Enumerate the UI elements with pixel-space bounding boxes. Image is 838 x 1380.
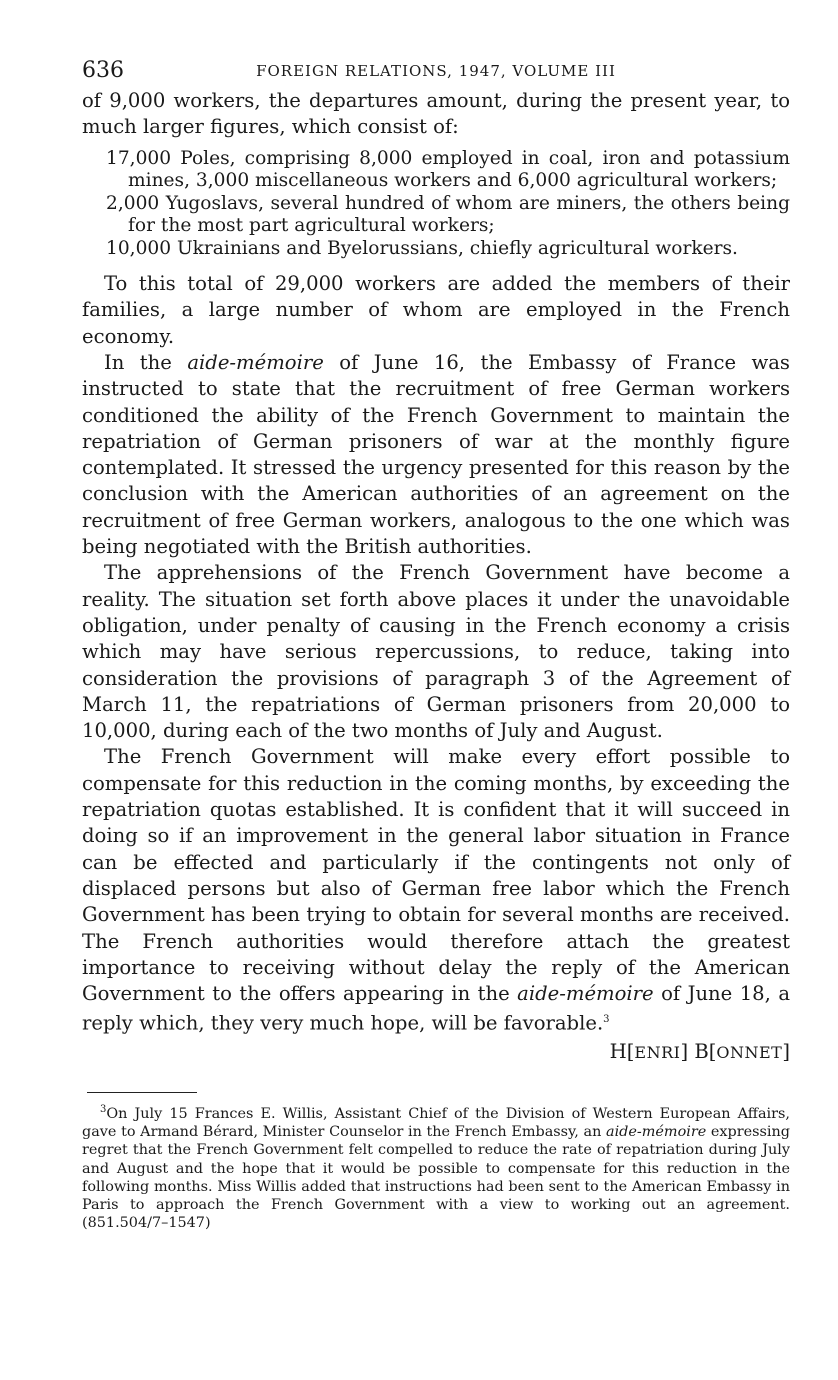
paragraph-aide-memoire: In the aide-mémoire of June 16, the Embassy of France was instructed to state that the recruitment of free German workers conditioned the ability of the French Government to maintain the repatriation of German prisoners of war at the monthly figure contemplated. It stressed the urgency presented for this reason by the conclusion with the American authorities of an agreement on the recruitment of free German workers, analogous to the one which was being negotiated with the British authorities. <box>82 350 790 559</box>
paragraph-continued: of 9,000 workers, the departures amount, during the present year, to much larger figures, which consist of: <box>82 89 790 139</box>
list-item: 10,000 Ukrainians and Byelorussians, chiefly agricultural workers. <box>106 237 738 259</box>
page-header <box>82 58 790 88</box>
footnote-marker: 3 <box>100 1104 107 1116</box>
italic-term: aide-mémoire <box>187 350 324 374</box>
paragraph-families: To this total of 29,000 workers are added the members of their families, a large number of whom are employed in the French economy. <box>82 272 790 348</box>
italic-term: aide-mémoire <box>606 1124 707 1141</box>
paragraph-apprehensions: The apprehensions of the French Government have become a reality. The situation set forth above places it under the unavoidable obligation, under penalty of causing in the French economy a crisis which may have serious repercussions, to reduce, taking into consideration the provisions of paragraph 3 of the Agreement of March 11, the repatriations of German prisoners from 20,000 to 10,000, during each of the two months of July and August. <box>82 561 790 743</box>
italic-term: aide-mémoire <box>517 982 654 1006</box>
running-head: FOREIGN RELATIONS, 1947, VOLUME III <box>256 62 616 80</box>
list-item: 2,000 Yugoslavs, several hundred of whom are miners, the others being for the most part agricultural workers; <box>106 192 790 237</box>
document-page <box>82 58 790 1232</box>
footnote: $^3$On July 15 Frances E. Willis, Assistant Chief of the Division of Western European Affairs, gave to Armand Bérard, Minister Counselor in the French Embassy, an aide-mémoire expressing regret that the French Government felt compelled to reduce the rate of repatriation during July and August and the hope that it would be possible to compensate for this reduction in the following months. Miss Willis added that instructions had been sent to the American Embassy in Paris to approach the French Government with a view to working out an agreement. (851.504/7–1547) <box>82 1104 790 1232</box>
paragraph-compensate: The French Government will make every effort possible to compensate for this reduction in the coming months, by exceeding the repatriation quotas established. It is confident that it will succeed in doing so if an improvement in the general labor situation in France can be effected and particularly if the contingents not only of displaced persons but also of German free labor which the French Government has been trying to obtain for several months are received. The French authorities would therefore attach the greatest importance to receiving without delay the reply of the American Government to the offers appearing in the aide-mémoire of June 18, a reply which, they very much hope, will be favorable.$^3$ <box>82 745 790 1035</box>
footnote-reference: 3 <box>603 1014 610 1026</box>
footnote-divider <box>87 1092 197 1093</box>
signature: H[ENRI] B[ONNET] <box>609 1040 790 1064</box>
page-number: 636 <box>82 58 124 83</box>
body-text <box>82 88 790 1037</box>
worker-list <box>82 148 790 261</box>
list-item: 17,000 Poles, comprising 8,000 employed in coal, iron and potassium mines, 3,000 miscellaneous workers and 6,000 agricultural workers; <box>106 147 790 192</box>
